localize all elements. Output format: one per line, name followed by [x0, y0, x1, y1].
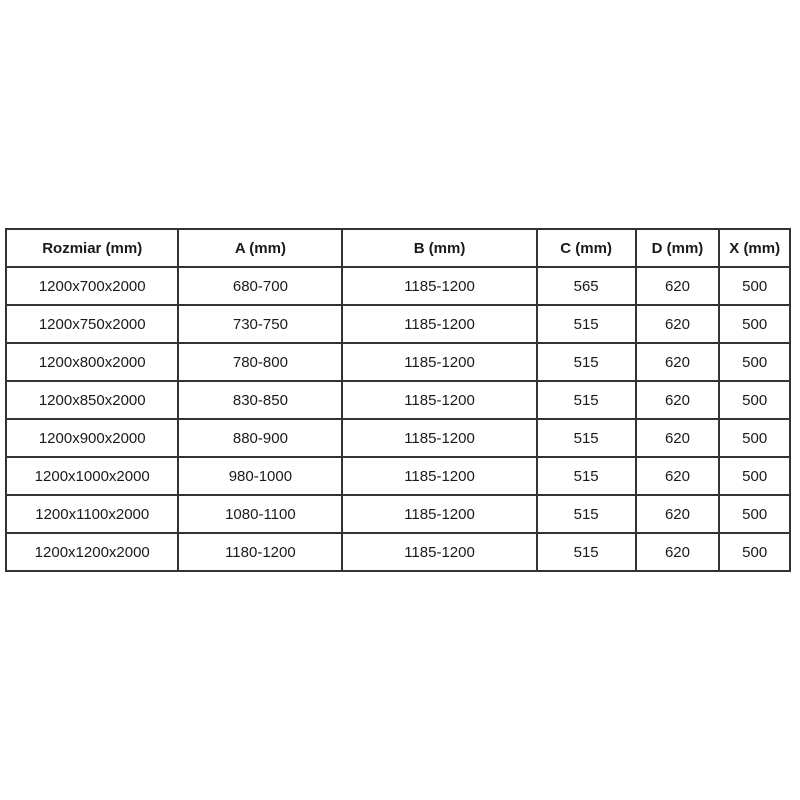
table-cell: 1185-1200	[342, 495, 536, 533]
table-cell: 500	[719, 533, 790, 571]
table-cell: 515	[537, 419, 636, 457]
table-row	[6, 495, 790, 533]
column-header: X (mm)	[719, 229, 790, 267]
table-row	[6, 343, 790, 381]
table-cell: 500	[719, 381, 790, 419]
table-cell: 1185-1200	[342, 305, 536, 343]
table-cell: 500	[719, 457, 790, 495]
column-header: B (mm)	[342, 229, 536, 267]
table-cell: 515	[537, 533, 636, 571]
table-cell: 730-750	[178, 305, 342, 343]
table-row	[6, 267, 790, 305]
table-cell: 1185-1200	[342, 419, 536, 457]
table-cell: 830-850	[178, 381, 342, 419]
table-cell: 1185-1200	[342, 457, 536, 495]
table-cell: 620	[636, 267, 720, 305]
table-row	[6, 381, 790, 419]
table-cell: 980-1000	[178, 457, 342, 495]
table-cell: 620	[636, 381, 720, 419]
table-cell: 620	[636, 343, 720, 381]
table-cell: 515	[537, 381, 636, 419]
table-cell: 1180-1200	[178, 533, 342, 571]
column-header: C (mm)	[537, 229, 636, 267]
table-row	[6, 533, 790, 571]
table-cell: 1185-1200	[342, 381, 536, 419]
table-cell: 515	[537, 457, 636, 495]
table-cell: 565	[537, 267, 636, 305]
table-header-row	[6, 229, 790, 267]
table-cell: 680-700	[178, 267, 342, 305]
table-cell: 500	[719, 495, 790, 533]
table-cell: 1200x1100x2000	[6, 495, 178, 533]
table-body	[6, 267, 790, 571]
table-cell: 1185-1200	[342, 267, 536, 305]
table-cell: 1200x900x2000	[6, 419, 178, 457]
column-header: A (mm)	[178, 229, 342, 267]
table-cell: 500	[719, 305, 790, 343]
size-dimensions-table	[5, 228, 791, 572]
table-row	[6, 457, 790, 495]
table-cell: 1200x700x2000	[6, 267, 178, 305]
table-cell: 515	[537, 343, 636, 381]
table-cell: 780-800	[178, 343, 342, 381]
column-header: Rozmiar (mm)	[6, 229, 178, 267]
table-cell: 500	[719, 343, 790, 381]
table-cell: 1200x1000x2000	[6, 457, 178, 495]
table-cell: 1200x850x2000	[6, 381, 178, 419]
table-cell: 1200x800x2000	[6, 343, 178, 381]
table-cell: 1080-1100	[178, 495, 342, 533]
table-cell: 620	[636, 419, 720, 457]
table-cell: 515	[537, 305, 636, 343]
table-row	[6, 305, 790, 343]
table-cell: 500	[719, 419, 790, 457]
table-cell: 880-900	[178, 419, 342, 457]
table-row	[6, 419, 790, 457]
table-cell: 620	[636, 533, 720, 571]
table-cell: 1200x1200x2000	[6, 533, 178, 571]
column-header: D (mm)	[636, 229, 720, 267]
table-cell: 620	[636, 305, 720, 343]
table-cell: 620	[636, 495, 720, 533]
table-cell: 500	[719, 267, 790, 305]
table-cell: 1185-1200	[342, 533, 536, 571]
table-cell: 515	[537, 495, 636, 533]
table-cell: 1185-1200	[342, 343, 536, 381]
table-cell: 620	[636, 457, 720, 495]
table-cell: 1200x750x2000	[6, 305, 178, 343]
